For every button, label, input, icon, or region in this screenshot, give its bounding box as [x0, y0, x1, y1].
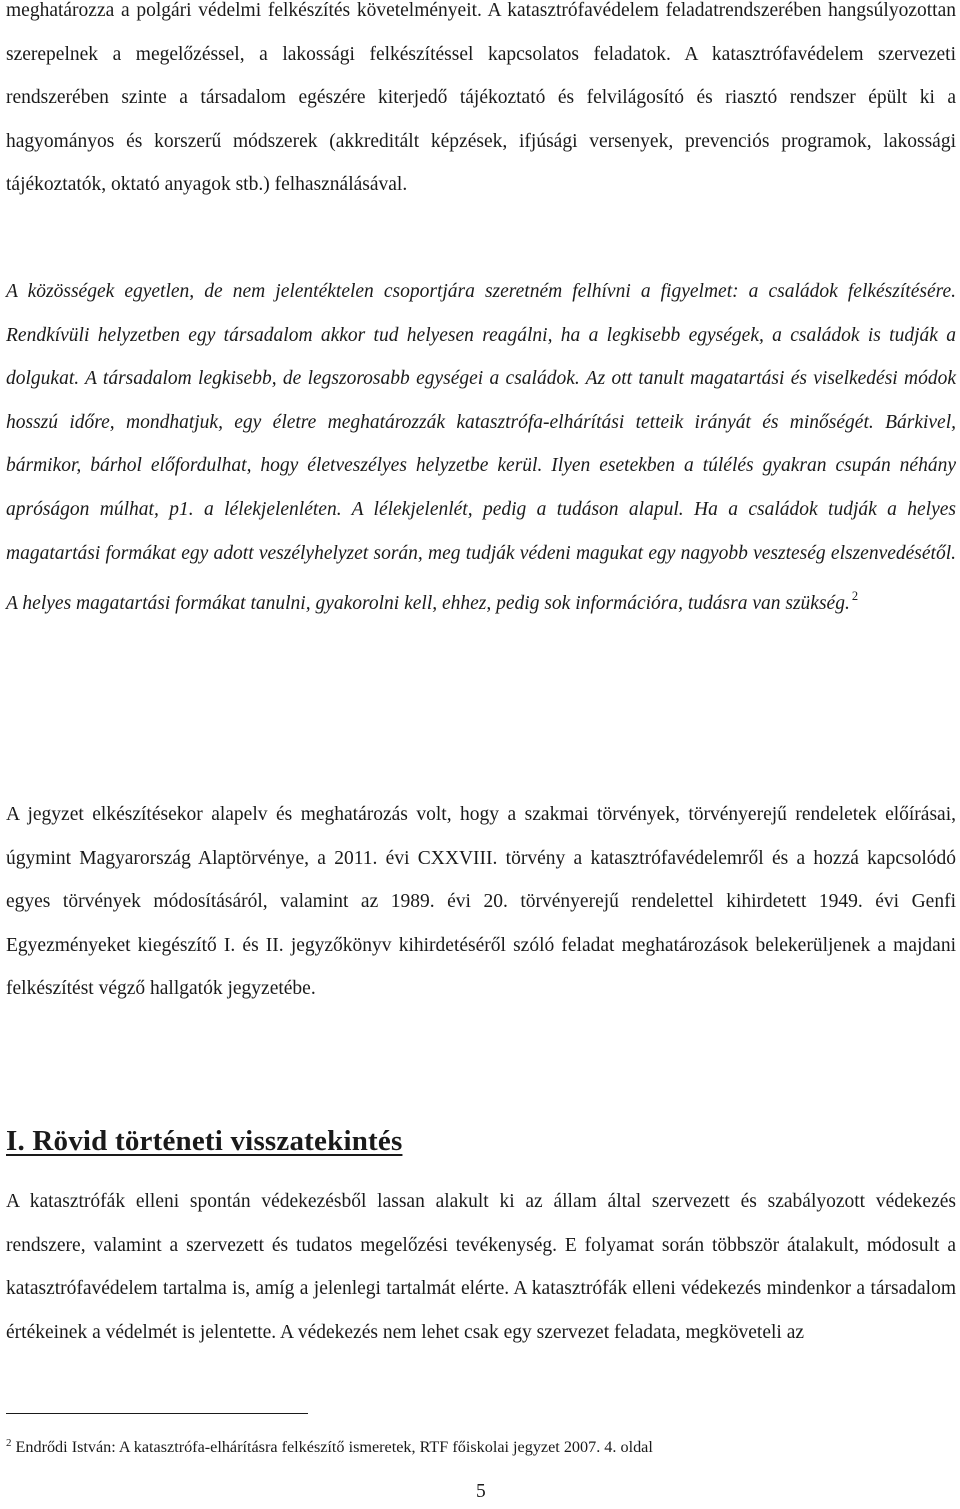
paragraph-prevention-text: meghatározza a polgári védelmi felkészítés követelményeit. A katasztrófavédelem feladatrendszerében hangsúlyozottan szerepelnek a megelőzéssel, a lakossági felkészítéssel kapcsolatos feladatok. A katasztrófavédelem szervezeti rendszerében szinte a társadalom egészére kiterjedő tájékoztató és felvilágosító és riasztó rendszer épült ki a hagyományos és korszerű módszerek (akkreditált képzések, ifjúsági versenyek, prevenciós programok, lakossági tájékoztatók, oktató anyagok stb.) felhasználásával. [6, 0, 956, 196]
footnote-separator [6, 1413, 308, 1414]
paragraph-history [6, 1180, 956, 1354]
footnote [6, 1432, 653, 1458]
paragraph-history-text: A katasztrófák elleni spontán védekezésből lassan alakult ki az állam által szervezett és szabályozott védekezés rendszere, valamint a szervezett és tudatos megelőzési tevékenység. E folyamat során többször átalakult, módosult a katasztrófavédelem tartalma is, amíg a jelenlegi tartalmát elérte. A katasztrófák elleni védekezés mindenkor a társadalom értékeinek a védelmét is jelentette. A védekezés nem lehet csak egy szervezet feladata, megköveteli az [6, 1191, 956, 1343]
paragraph-families [6, 270, 956, 626]
paragraph-legal-basis-text: A jegyzet elkészítésekor alapelv és meghatározás volt, hogy a szakmai törvények, törvényerejű rendeletek előírásai, úgymint Magyarország Alaptörvénye, a 2011. évi CXXVIII. törvény a katasztrófavédelemről és a hozzá kapcsolódó egyes törvények módosításáról, valamint az 1989. évi 20. törvényerejű rendelettel kihirdetett 1949. évi Genfi Egyezményeket kiegészítő I. és II. jegyzőkönyv kihirdetéséről szóló feladat meghatározások belekerüljenek a majdani felkészítést végző hallgatók jegyzetébe. [6, 804, 956, 1000]
paragraph-legal-basis [6, 793, 956, 1011]
footnote-text: Endrődi István: A katasztrófa-elhárításra felkészítő ismeretek, RTF főiskolai jegyzet 2007. 4. oldal [15, 1438, 653, 1456]
footnote-marker: 2 [6, 1437, 12, 1449]
paragraph-families-text: A közösségek egyetlen, de nem jelentéktelen csoportjára szeretném felhívni a figyelmet: a családok felkészítésére. Rendkívüli helyzetben egy társadalom akkor tud helyesen reagálni, ha a legkisebb egységek, a családok is tudják a dolgukat. A társadalom legkisebb, de legszorosabb egységei a családok. Az ott tanult magatartási és viselkedési módok hosszú időre, mondhatjuk, egy életre meghatározzák katasztrófa-elhárítási tetteik irányát és minőségét. Bárkivel, bármikor, bárhol előfordulhat, hogy életveszélyes helyzetbe kerül. Ilyen esetekben a túlélés gyakran csupán néhány apróságon múlhat, p1. a lélekjelenléten. A lélekjelenlét, pedig a tudáson alapul. Ha a családok tudják a helyes magatartási formákat egy adott veszélyhelyzet során, meg tudják védeni magukat egy nagyobb veszteség elszenvedésétől. A helyes magatartási formákat tanulni, gyakorolni kell, ehhez, pedig sok információra, tudásra van szükség. [6, 281, 956, 615]
page-number: 5 [476, 1481, 486, 1502]
paragraph-prevention [6, 0, 956, 207]
section-heading: I. Rövid történeti visszatekintés [6, 1125, 403, 1157]
footnote-reference[interactable]: 2 [851, 589, 859, 604]
